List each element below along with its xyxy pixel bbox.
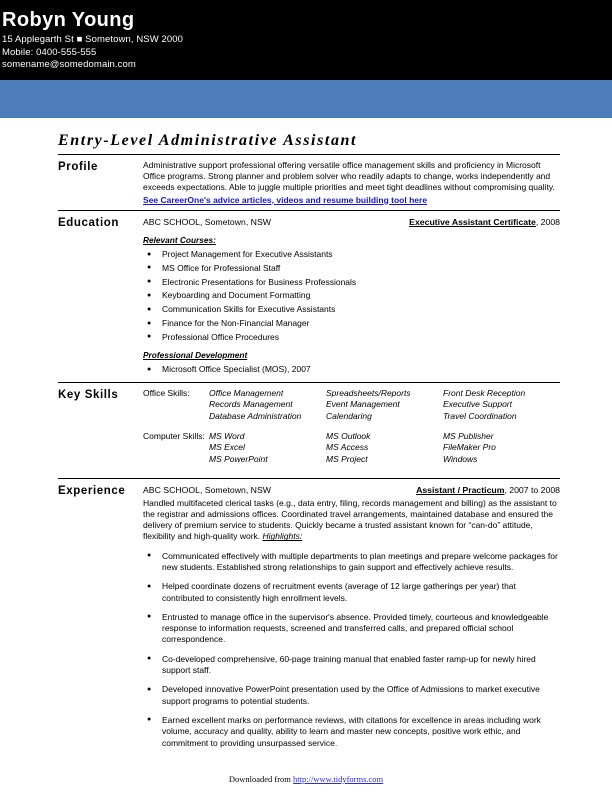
section-label-profile: Profile [58, 161, 98, 173]
tidyforms-link[interactable]: http://www.tidyforms.com [293, 774, 384, 784]
experience-role: Assistant / Practicum [416, 484, 505, 495]
list-item: ● MS Office for Professional Staff [143, 263, 560, 274]
list-item: ● Electronic Presentations for Business Professionals [143, 277, 560, 288]
profile-body: Administrative support professional offering versatile office management skills and proficiency in Microsoft Office programs. Strong planner and problem solver who readily adapts to change, works independently and exceeds expectations. Able to juggle multiple priorities and meet tight deadlines without compromising quality. [143, 160, 555, 193]
skills-group-computer [143, 431, 560, 465]
skill-item: MS Project [326, 453, 368, 464]
section-experience [58, 484, 560, 757]
skill-item: Travel Coordination [443, 410, 517, 421]
experience-employer: ABC SCHOOL, Sometown, NSW [143, 484, 271, 495]
page-title: Entry-Level Administrative Assistant [58, 132, 358, 149]
skills-category-office: Office Skills: [143, 388, 190, 399]
candidate-email: somename@somedomain.com [2, 59, 136, 70]
divider-profile [58, 154, 560, 155]
experience-summary: Handled multifaceted clerical tasks (e.g., data entry, filing, records management and billing) as the assistant to the registrar and admissions offices. Coordinated travel arrangements, maintained database and ensured the delivery of premium service to students. Quickly became a trusted assistant known for “can-do” attitude, flexibility and high-quality work. [143, 497, 557, 542]
section-key-skills [58, 388, 560, 474]
skill-item: MS Outlook [326, 430, 371, 441]
highlights-label: Highlights: [262, 531, 303, 542]
candidate-name: Robyn Young [2, 9, 135, 31]
experience-heading-row [143, 484, 560, 496]
list-item: ● Finance for the Non-Financial Manager [143, 318, 560, 329]
skills-column [443, 388, 560, 422]
section-profile [58, 160, 560, 206]
skills-group-office [143, 388, 560, 422]
skill-item: MS Word [209, 430, 245, 441]
experience-summary-block [143, 498, 560, 543]
experience-role-date: , 2007 to 2008 [504, 484, 560, 495]
careerone-link[interactable]: See CareerOne's advice articles, videos and resume building tool here [143, 194, 428, 205]
education-credential: Executive Assistant Certificate [409, 216, 536, 227]
skill-item: MS Excel [209, 442, 245, 453]
skill-item: Records Management [209, 399, 293, 410]
resume-header [0, 0, 612, 80]
list-item: ● Communication Skills for Executive Assistants [143, 304, 560, 315]
divider-key-skills [58, 382, 560, 383]
skills-column [443, 431, 560, 465]
section-label-key-skills: Key Skills [58, 389, 119, 402]
section-label-experience: Experience [58, 484, 126, 497]
skill-item: Front Desk Reception [443, 388, 526, 399]
list-item: ● Keyboarding and Document Formatting [143, 290, 560, 301]
skill-item: MS Publisher [443, 430, 494, 441]
experience-highlights-list [143, 551, 560, 749]
skill-item: Windows [443, 453, 478, 464]
skills-column [209, 388, 326, 422]
skill-item: MS Access [326, 442, 369, 453]
education-credential-row [409, 216, 560, 228]
education-credential-date: , 2008 [535, 216, 560, 227]
skill-item: Calendaring [326, 410, 372, 421]
candidate-address: 15 Applegarth St ■ Sometown, NSW 2000 [2, 34, 184, 45]
education-school: ABC SCHOOL, Sometown, NSW [143, 216, 271, 227]
skills-column [209, 431, 326, 465]
list-item: ● Microsoft Office Specialist (MOS), 2007 [143, 364, 560, 375]
list-item: ● Communicated effectively with multiple departments to plan meetings and prepare welcome packages for new students. Established strong relationships to gain support and effectively achieve results. [143, 551, 560, 574]
resume-body [0, 132, 612, 757]
list-item: ● Helped coordinate dozens of recruitment events (average of 12 large gatherings per year) that contributed to consistently high enrollment levels. [143, 581, 560, 604]
skill-item: Executive Support [443, 399, 512, 410]
skills-category-computer: Computer Skills: [143, 430, 205, 441]
list-item: ● Earned excellent marks on performance reviews, with citations for excellence in areas including work volume, accuracy and quality, ability to learn and master new concepts, positive work ethic, and commitment to providing unsurpassed service. [143, 715, 560, 749]
skill-item: Event Management [326, 399, 400, 410]
professional-development-list [143, 364, 560, 375]
education-heading-row [143, 216, 560, 228]
section-education [58, 216, 560, 378]
list-item: ● Entrusted to manage office in the supervisor's absence. Provided timely, courteous and knowledgeable response to information requests, screened and transferred calls, and prepared official school correspondence. [143, 612, 560, 646]
skills-column [326, 431, 443, 465]
section-label-education: Education [58, 216, 119, 229]
skill-item: Office Management [209, 388, 284, 399]
list-item: ● Project Management for Executive Assistants [143, 249, 560, 260]
relevant-courses-list [143, 249, 560, 343]
skills-column [326, 388, 443, 422]
experience-role-row [416, 484, 560, 496]
list-item: ● Co-developed comprehensive, 60-page training manual that enabled faster ramp-up for newly hired support staff. [143, 654, 560, 677]
list-item: ● Developed innovative PowerPoint presentation used by the Office of Admissions to market executive support programs to potential students. [143, 684, 560, 707]
relevant-courses-heading: Relevant Courses: [143, 234, 216, 245]
footer [0, 774, 612, 784]
candidate-mobile: Mobile: 0400-555-555 [2, 46, 97, 58]
list-item: ● Professional Office Procedures [143, 332, 560, 343]
skill-item: Spreadsheets/Reports [326, 388, 411, 399]
skill-item: MS PowerPoint [209, 453, 268, 464]
header-accent-bar [0, 80, 612, 118]
footer-prefix: Downloaded from [228, 774, 294, 784]
professional-development-heading: Professional Development [143, 350, 248, 361]
divider-education [58, 210, 560, 211]
skill-item: FileMaker Pro [443, 442, 496, 453]
skill-item: Database Administration [209, 410, 302, 421]
divider-experience [58, 478, 560, 479]
